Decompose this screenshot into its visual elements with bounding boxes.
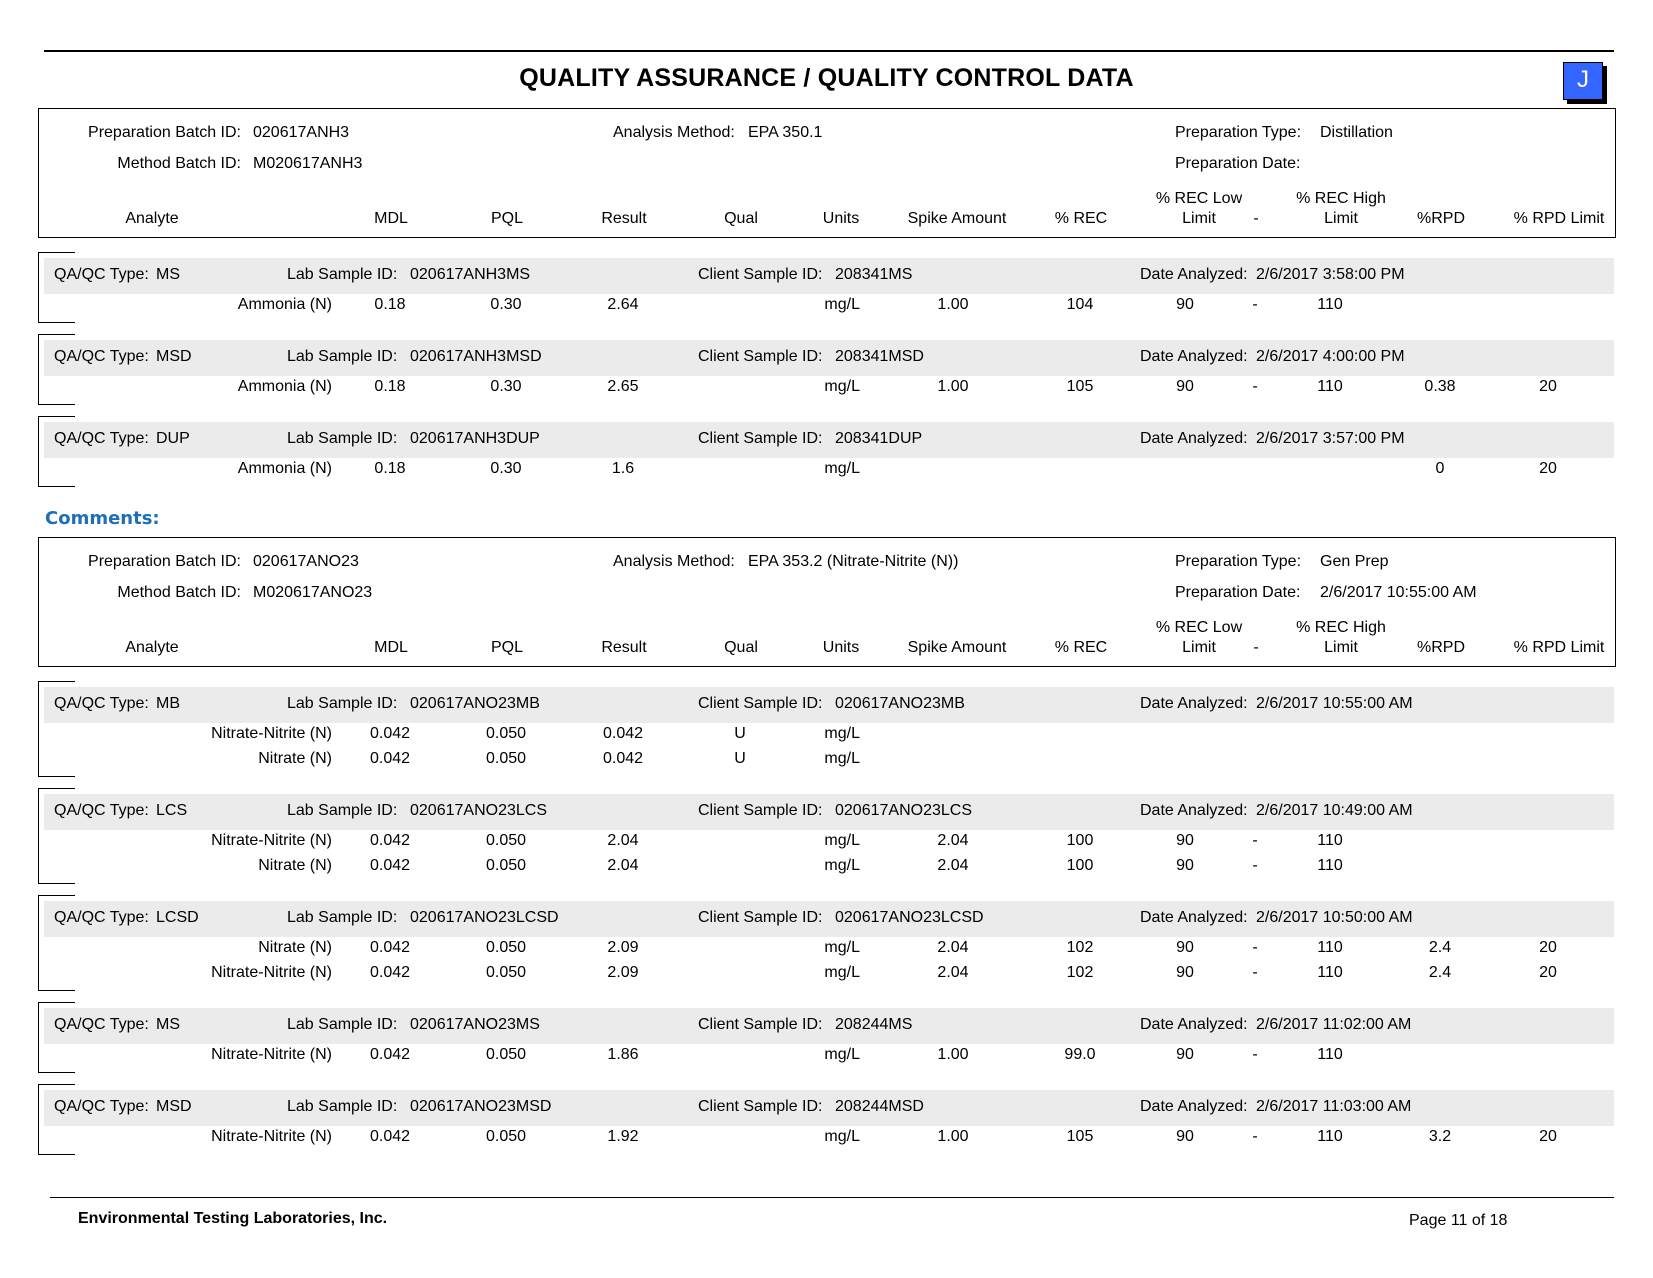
cell-dash: -	[1252, 857, 1258, 874]
cell-pql: 0.050	[485, 857, 527, 874]
col-pql: PQL	[490, 210, 523, 227]
qc-header-band	[44, 1008, 1614, 1044]
qa-type-value: MSD	[156, 348, 192, 365]
cell-spike: 1.00	[937, 1046, 969, 1063]
date-analyzed-value: 2/6/2017 3:57:00 PM	[1256, 430, 1405, 447]
col-rec-high-limit: Limit	[1324, 639, 1358, 656]
col-units: Units	[822, 639, 860, 656]
cell-rpd: 2.4	[1428, 964, 1452, 981]
cell-mdl: 0.042	[369, 725, 411, 742]
cell-low: 90	[1176, 378, 1194, 395]
lab-id-label: Lab Sample ID:	[287, 266, 398, 283]
cell-analyte: Nitrate-Nitrite (N)	[211, 964, 332, 981]
cell-low: 90	[1176, 1046, 1194, 1063]
cell-rec: 102	[1066, 939, 1094, 956]
client-id-label: Client Sample ID:	[698, 695, 823, 712]
col-result: Result	[601, 210, 647, 227]
cell-units: mg/L	[824, 378, 860, 395]
client-id-label: Client Sample ID:	[698, 266, 823, 283]
table-row	[38, 964, 1614, 989]
method-batch-value: M020617ANH3	[253, 155, 363, 172]
cell-spike: 2.04	[937, 857, 969, 874]
col-rec-low: % REC Low	[1155, 190, 1243, 207]
cell-pql: 0.30	[490, 460, 522, 477]
cell-low: 90	[1176, 939, 1194, 956]
cell-rpd: 0	[1435, 460, 1445, 477]
date-analyzed-label: Date Analyzed:	[1140, 430, 1248, 447]
cell-dash: -	[1252, 939, 1258, 956]
cell-mdl: 0.18	[374, 460, 406, 477]
cell-pql: 0.050	[485, 725, 527, 742]
qc-header-band	[44, 1090, 1614, 1126]
cell-dash: -	[1252, 964, 1258, 981]
lab-id-label: Lab Sample ID:	[287, 348, 398, 365]
cell-high: 110	[1317, 857, 1343, 874]
lab-id-value: 020617ANO23MB	[410, 695, 540, 712]
client-id-value: 208244MSD	[835, 1098, 924, 1115]
lab-id-value: 020617ANH3DUP	[410, 430, 540, 447]
lab-id-value: 020617ANO23MS	[410, 1016, 540, 1033]
cell-result: 2.09	[607, 964, 639, 981]
cell-low: 90	[1176, 1128, 1194, 1145]
cell-mdl: 0.18	[374, 378, 406, 395]
cell-rec: 100	[1066, 857, 1094, 874]
prep-date-value: 2/6/2017 10:55:00 AM	[1320, 584, 1477, 601]
batch-header	[38, 537, 1616, 667]
cell-spike: 1.00	[937, 378, 969, 395]
cell-low: 90	[1176, 296, 1194, 313]
cell-rec: 102	[1066, 964, 1094, 981]
qa-type-value: MS	[156, 1016, 180, 1033]
cell-mdl: 0.042	[369, 1046, 411, 1063]
prep-batch-label: Preparation Batch ID:	[88, 124, 241, 141]
comments-label: Comments:	[45, 508, 160, 529]
lab-id-label: Lab Sample ID:	[287, 802, 398, 819]
col-result: Result	[601, 639, 647, 656]
prep-type-value: Distillation	[1320, 124, 1393, 141]
qa-type-label: QA/QC Type:	[54, 430, 149, 447]
cell-mdl: 0.042	[369, 832, 411, 849]
qa-type-value: MB	[156, 695, 180, 712]
table-row	[38, 725, 1614, 750]
cell-mdl: 0.042	[369, 939, 411, 956]
cell-mdl: 0.042	[369, 964, 411, 981]
cell-rpd: 2.4	[1428, 939, 1452, 956]
analysis-method-value: EPA 353.2 (Nitrate-Nitrite (N))	[748, 553, 959, 570]
cell-qual: U	[734, 725, 746, 742]
cell-rpd-limit: 20	[1539, 939, 1557, 956]
cell-analyte: Ammonia (N)	[237, 296, 332, 313]
client-id-value: 020617ANO23LCSD	[835, 909, 984, 926]
footer-company: Environmental Testing Laboratories, Inc.	[78, 1210, 388, 1227]
cell-analyte: Nitrate-Nitrite (N)	[211, 1128, 332, 1145]
cell-rec: 100	[1066, 832, 1094, 849]
top-rule	[44, 50, 1614, 52]
cell-result: 1.86	[607, 1046, 639, 1063]
qc-group	[38, 252, 1614, 323]
cell-result: 2.09	[607, 939, 639, 956]
lab-id-value: 020617ANO23LCSD	[410, 909, 559, 926]
lab-id-label: Lab Sample ID:	[287, 695, 398, 712]
cell-mdl: 0.18	[374, 296, 406, 313]
qa-type-label: QA/QC Type:	[54, 348, 149, 365]
qc-group	[38, 788, 1614, 884]
j-logo-badge: J	[1563, 62, 1603, 100]
prep-batch-value: 020617ANH3	[253, 124, 350, 141]
analysis-method-value: EPA 350.1	[748, 124, 823, 141]
cell-high: 110	[1317, 296, 1343, 313]
qa-type-value: DUP	[156, 430, 190, 447]
date-analyzed-label: Date Analyzed:	[1140, 909, 1248, 926]
col-rpd-limit: % RPD Limit	[1513, 210, 1605, 227]
cell-units: mg/L	[824, 296, 860, 313]
col-rec-high-limit: Limit	[1324, 210, 1358, 227]
cell-result: 1.6	[611, 460, 635, 477]
cell-units: mg/L	[824, 460, 860, 477]
col-dash: -	[1253, 210, 1259, 227]
col-units: Units	[822, 210, 860, 227]
qa-type-label: QA/QC Type:	[54, 1016, 149, 1033]
cell-rec: 105	[1066, 378, 1094, 395]
cell-units: mg/L	[824, 857, 860, 874]
prep-date-label: Preparation Date:	[1175, 584, 1301, 601]
cell-dash: -	[1252, 378, 1258, 395]
client-id-label: Client Sample ID:	[698, 430, 823, 447]
qa-type-value: MSD	[156, 1098, 192, 1115]
lab-id-value: 020617ANO23LCS	[410, 802, 547, 819]
footer-page-number: Page 11 of 18	[1409, 1212, 1508, 1229]
cell-units: mg/L	[824, 750, 860, 767]
cell-high: 110	[1317, 832, 1343, 849]
lab-id-label: Lab Sample ID:	[287, 1098, 398, 1115]
date-analyzed-value: 2/6/2017 4:00:00 PM	[1256, 348, 1405, 365]
cell-low: 90	[1176, 964, 1194, 981]
cell-dash: -	[1252, 1128, 1258, 1145]
col-rec: % REC	[1054, 639, 1108, 656]
qa-type-value: MS	[156, 266, 180, 283]
qa-type-label: QA/QC Type:	[54, 1098, 149, 1115]
cell-result: 2.65	[607, 378, 639, 395]
qc-group	[38, 334, 1614, 405]
analysis-method-label: Analysis Method:	[613, 553, 735, 570]
footer-rule	[50, 1197, 1614, 1198]
table-row	[38, 750, 1614, 775]
col-rec-low-limit: Limit	[1182, 210, 1216, 227]
cell-rpd-limit: 20	[1539, 1128, 1557, 1145]
prep-date-label: Preparation Date:	[1175, 155, 1301, 172]
cell-high: 110	[1317, 1046, 1343, 1063]
lab-id-label: Lab Sample ID:	[287, 430, 398, 447]
date-analyzed-label: Date Analyzed:	[1140, 266, 1248, 283]
cell-mdl: 0.042	[369, 857, 411, 874]
cell-pql: 0.050	[485, 1046, 527, 1063]
client-id-label: Client Sample ID:	[698, 1098, 823, 1115]
cell-mdl: 0.042	[369, 1128, 411, 1145]
cell-low: 90	[1176, 857, 1194, 874]
cell-analyte: Ammonia (N)	[237, 460, 332, 477]
cell-pql: 0.050	[485, 1128, 527, 1145]
qa-type-value: LCS	[156, 802, 188, 819]
cell-spike: 1.00	[937, 296, 969, 313]
cell-rec: 99.0	[1064, 1046, 1096, 1063]
client-id-label: Client Sample ID:	[698, 1016, 823, 1033]
cell-spike: 2.04	[937, 939, 969, 956]
cell-rpd-limit: 20	[1539, 378, 1557, 395]
date-analyzed-value: 2/6/2017 10:55:00 AM	[1256, 695, 1413, 712]
date-analyzed-value: 2/6/2017 11:03:00 AM	[1256, 1098, 1412, 1115]
cell-mdl: 0.042	[369, 750, 411, 767]
client-id-value: 020617ANO23MB	[835, 695, 965, 712]
table-row	[38, 832, 1614, 857]
cell-rpd-limit: 20	[1539, 460, 1557, 477]
qa-type-label: QA/QC Type:	[54, 695, 149, 712]
cell-analyte: Nitrate-Nitrite (N)	[211, 1046, 332, 1063]
analysis-method-label: Analysis Method:	[613, 124, 735, 141]
prep-type-label: Preparation Type:	[1175, 124, 1302, 141]
client-id-value: 208341MSD	[835, 348, 924, 365]
cell-result: 2.04	[607, 832, 639, 849]
cell-result: 2.04	[607, 857, 639, 874]
cell-result: 0.042	[602, 750, 644, 767]
qc-group	[38, 681, 1614, 777]
col-pql: PQL	[490, 639, 523, 656]
cell-analyte: Ammonia (N)	[237, 378, 332, 395]
qa-type-value: LCSD	[156, 909, 199, 926]
qc-header-band	[44, 687, 1614, 723]
prep-batch-label: Preparation Batch ID:	[88, 553, 241, 570]
cell-analyte: Nitrate-Nitrite (N)	[211, 725, 332, 742]
client-id-label: Client Sample ID:	[698, 909, 823, 926]
lab-id-label: Lab Sample ID:	[287, 909, 398, 926]
col-analyte: Analyte	[125, 210, 179, 227]
date-analyzed-value: 2/6/2017 3:58:00 PM	[1256, 266, 1405, 283]
client-id-value: 020617ANO23LCS	[835, 802, 972, 819]
col-rec-high: % REC High	[1296, 619, 1386, 636]
qc-group	[38, 1002, 1614, 1073]
cell-analyte: Nitrate (N)	[258, 857, 332, 874]
table-row	[38, 460, 1614, 485]
table-row	[38, 1128, 1614, 1153]
cell-units: mg/L	[824, 1046, 860, 1063]
cell-pql: 0.30	[490, 296, 522, 313]
col-rec-high: % REC High	[1296, 190, 1386, 207]
page-title: QUALITY ASSURANCE / QUALITY CONTROL DATA	[519, 64, 1134, 92]
cell-units: mg/L	[824, 1128, 860, 1145]
cell-rpd-limit: 20	[1539, 964, 1557, 981]
cell-analyte: Nitrate-Nitrite (N)	[211, 832, 332, 849]
cell-spike: 2.04	[937, 832, 969, 849]
cell-rpd: 0.38	[1424, 378, 1456, 395]
qa-type-label: QA/QC Type:	[54, 802, 149, 819]
qc-header-band	[44, 258, 1614, 294]
date-analyzed-value: 2/6/2017 11:02:00 AM	[1256, 1016, 1412, 1033]
cell-pql: 0.050	[485, 939, 527, 956]
cell-pql: 0.30	[490, 378, 522, 395]
cell-high: 110	[1317, 1128, 1343, 1145]
col-spike-amount: Spike Amount	[907, 210, 1007, 227]
table-row	[38, 296, 1614, 321]
prep-type-label: Preparation Type:	[1175, 553, 1302, 570]
cell-result: 0.042	[602, 725, 644, 742]
client-id-label: Client Sample ID:	[698, 802, 823, 819]
cell-qual: U	[734, 750, 746, 767]
cell-rec: 105	[1066, 1128, 1094, 1145]
col-analyte: Analyte	[125, 639, 179, 656]
col-rec: % REC	[1054, 210, 1108, 227]
cell-dash: -	[1252, 296, 1258, 313]
qc-header-band	[44, 422, 1614, 458]
lab-id-label: Lab Sample ID:	[287, 1016, 398, 1033]
cell-units: mg/L	[824, 939, 860, 956]
cell-spike: 2.04	[937, 964, 969, 981]
qa-type-label: QA/QC Type:	[54, 266, 149, 283]
cell-units: mg/L	[824, 725, 860, 742]
cell-high: 110	[1317, 939, 1343, 956]
col-rpd: %RPD	[1416, 210, 1465, 227]
col-rec-low: % REC Low	[1155, 619, 1243, 636]
table-row	[38, 378, 1614, 403]
table-row	[38, 1046, 1614, 1071]
cell-dash: -	[1252, 832, 1258, 849]
cell-analyte: Nitrate (N)	[258, 750, 332, 767]
col-mdl: MDL	[374, 210, 408, 227]
client-id-value: 208244MS	[835, 1016, 913, 1033]
batch-header	[38, 108, 1616, 238]
date-analyzed-value: 2/6/2017 10:50:00 AM	[1256, 909, 1413, 926]
cell-spike: 1.00	[937, 1128, 969, 1145]
cell-result: 1.92	[607, 1128, 639, 1145]
cell-low: 90	[1176, 832, 1194, 849]
table-row	[38, 939, 1614, 964]
cell-units: mg/L	[824, 832, 860, 849]
qc-header-band	[44, 901, 1614, 937]
cell-dash: -	[1252, 1046, 1258, 1063]
method-batch-label: Method Batch ID:	[117, 584, 241, 601]
qc-header-band	[44, 794, 1614, 830]
qc-header-band	[44, 340, 1614, 376]
method-batch-label: Method Batch ID:	[117, 155, 241, 172]
col-spike-amount: Spike Amount	[907, 639, 1007, 656]
client-id-label: Client Sample ID:	[698, 348, 823, 365]
cell-result: 2.64	[607, 296, 639, 313]
qc-group	[38, 416, 1614, 487]
cell-pql: 0.050	[485, 750, 527, 767]
cell-units: mg/L	[824, 964, 860, 981]
date-analyzed-label: Date Analyzed:	[1140, 802, 1248, 819]
col-dash: -	[1253, 639, 1259, 656]
prep-batch-value: 020617ANO23	[253, 553, 359, 570]
cell-analyte: Nitrate (N)	[258, 939, 332, 956]
client-id-value: 208341DUP	[835, 430, 923, 447]
date-analyzed-label: Date Analyzed:	[1140, 1016, 1248, 1033]
client-id-value: 208341MS	[835, 266, 913, 283]
table-row	[38, 857, 1614, 882]
col-mdl: MDL	[374, 639, 408, 656]
col-rec-low-limit: Limit	[1182, 639, 1216, 656]
cell-high: 110	[1317, 964, 1343, 981]
cell-high: 110	[1317, 378, 1343, 395]
col-qual: Qual	[724, 639, 758, 656]
cell-rpd: 3.2	[1428, 1128, 1452, 1145]
col-qual: Qual	[724, 210, 758, 227]
date-analyzed-label: Date Analyzed:	[1140, 1098, 1248, 1115]
qc-group	[38, 1084, 1614, 1155]
qa-type-label: QA/QC Type:	[54, 909, 149, 926]
col-rpd: %RPD	[1416, 639, 1465, 656]
lab-id-value: 020617ANH3MSD	[410, 348, 542, 365]
method-batch-value: M020617ANO23	[253, 584, 373, 601]
prep-type-value: Gen Prep	[1320, 553, 1389, 570]
date-analyzed-value: 2/6/2017 10:49:00 AM	[1256, 802, 1413, 819]
lab-id-value: 020617ANH3MS	[410, 266, 531, 283]
col-rpd-limit: % RPD Limit	[1513, 639, 1605, 656]
date-analyzed-label: Date Analyzed:	[1140, 348, 1248, 365]
cell-rec: 104	[1066, 296, 1094, 313]
qc-group	[38, 895, 1614, 991]
cell-pql: 0.050	[485, 832, 527, 849]
date-analyzed-label: Date Analyzed:	[1140, 695, 1248, 712]
lab-id-value: 020617ANO23MSD	[410, 1098, 552, 1115]
cell-pql: 0.050	[485, 964, 527, 981]
